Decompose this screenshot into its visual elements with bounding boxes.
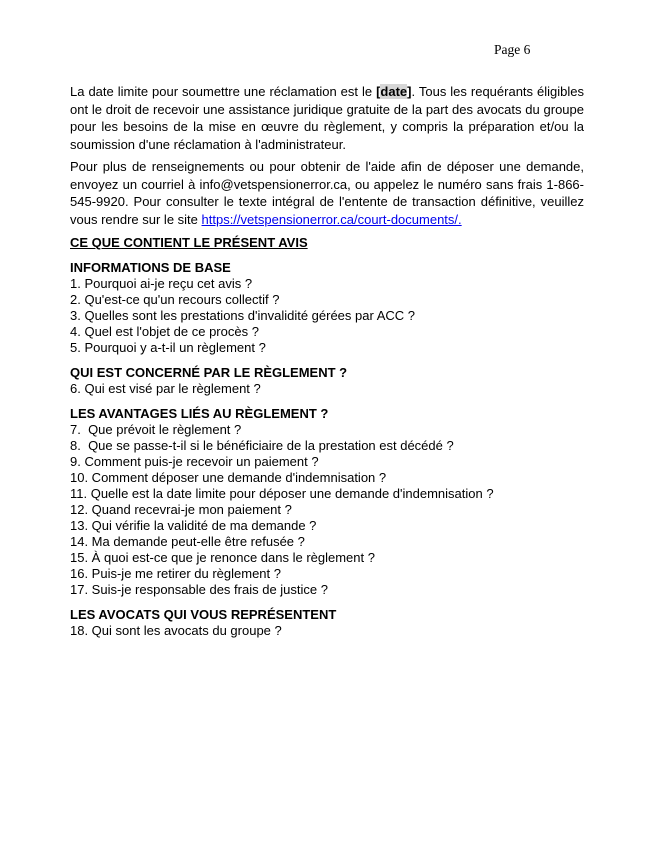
toc-title: CE QUE CONTIENT LE PRÉSENT AVIS	[70, 235, 308, 250]
toc-item: 4. Quel est l'objet de ce procès ?	[70, 324, 259, 339]
toc-list-avocats	[70, 623, 584, 639]
date-open-bracket: [	[376, 84, 381, 99]
section-heading-informations-de-base: INFORMATIONS DE BASE	[70, 260, 231, 275]
toc-item: 14. Ma demande peut-elle être refusée ?	[70, 534, 305, 549]
date-placeholder-highlight: date	[380, 84, 408, 99]
section-heading-avantages: LES AVANTAGES LIÉS AU RÈGLEMENT ?	[70, 406, 329, 421]
intro-paragraph	[70, 83, 584, 153]
date-close-bracket: ]	[407, 84, 412, 99]
toc-item: 1. Pourquoi ai-je reçu cet avis ?	[70, 276, 253, 291]
contact-paragraph	[70, 158, 584, 228]
intro-text-after-date: . Tous les requérants éligibles ont le droit de recevoir une assistance juridique gratuite de la part des avocats du groupe pour les besoins de la mise en œuvre du règlement, y compris la préparation et/ou la soumission d'une réclamation à l'administrateur.	[70, 84, 584, 152]
court-documents-link[interactable]: https://vetspensionerror.ca/court-documents/.	[201, 211, 462, 227]
toc-item: 11. Quelle est la date limite pour déposer une demande d'indemnisation ?	[70, 486, 494, 501]
section-heading-qui-est-concerne: QUI EST CONCERNÉ PAR LE RÈGLEMENT ?	[70, 365, 348, 380]
toc-list-informations-de-base	[70, 276, 584, 356]
toc-item: 6. Qui est visé par le règlement ?	[70, 381, 261, 396]
toc-item: 7. Que prévoit le règlement ?	[70, 422, 242, 437]
toc-list-qui-est-concerne	[70, 381, 584, 397]
toc-item: 13. Qui vérifie la validité de ma demande ?	[70, 518, 317, 533]
page-content	[70, 83, 584, 639]
toc-item: 8. Que se passe-t-il si le bénéficiaire de la prestation est décédé ?	[70, 438, 454, 453]
toc-item: 17. Suis-je responsable des frais de justice ?	[70, 582, 328, 597]
toc-item: 18. Qui sont les avocats du groupe ?	[70, 623, 282, 638]
toc-item: 16. Puis-je me retirer du règlement ?	[70, 566, 281, 581]
toc-item: 15. À quoi est-ce que je renonce dans le règlement ?	[70, 550, 375, 565]
contact-text: Pour plus de renseignements ou pour obtenir de l'aide afin de déposer une demande, envoyez un courriel à info@vetspensionerror.ca, ou appelez le numéro sans frais 1-866-545-9920. Pour consulter le texte intégral de l'entente de transaction définitive, veuillez vous rendre sur le site	[70, 159, 584, 227]
intro-text-before-date: La date limite pour soumettre une réclamation est le	[70, 84, 377, 99]
toc-item: 2. Qu'est-ce qu'un recours collectif ?	[70, 292, 280, 307]
toc-item: 10. Comment déposer une demande d'indemnisation ?	[70, 470, 387, 485]
toc-item: 3. Quelles sont les prestations d'invalidité gérées par ACC ?	[70, 308, 416, 323]
toc-item: 5. Pourquoi y a-t-il un règlement ?	[70, 340, 266, 355]
page-number: Page 6	[494, 42, 531, 57]
toc-item: 12. Quand recevrai-je mon paiement ?	[70, 502, 292, 517]
toc-list-avantages	[70, 422, 584, 598]
toc-item: 9. Comment puis-je recevoir un paiement ?	[70, 454, 319, 469]
section-heading-avocats: LES AVOCATS QUI VOUS REPRÉSENTENT	[70, 607, 337, 622]
